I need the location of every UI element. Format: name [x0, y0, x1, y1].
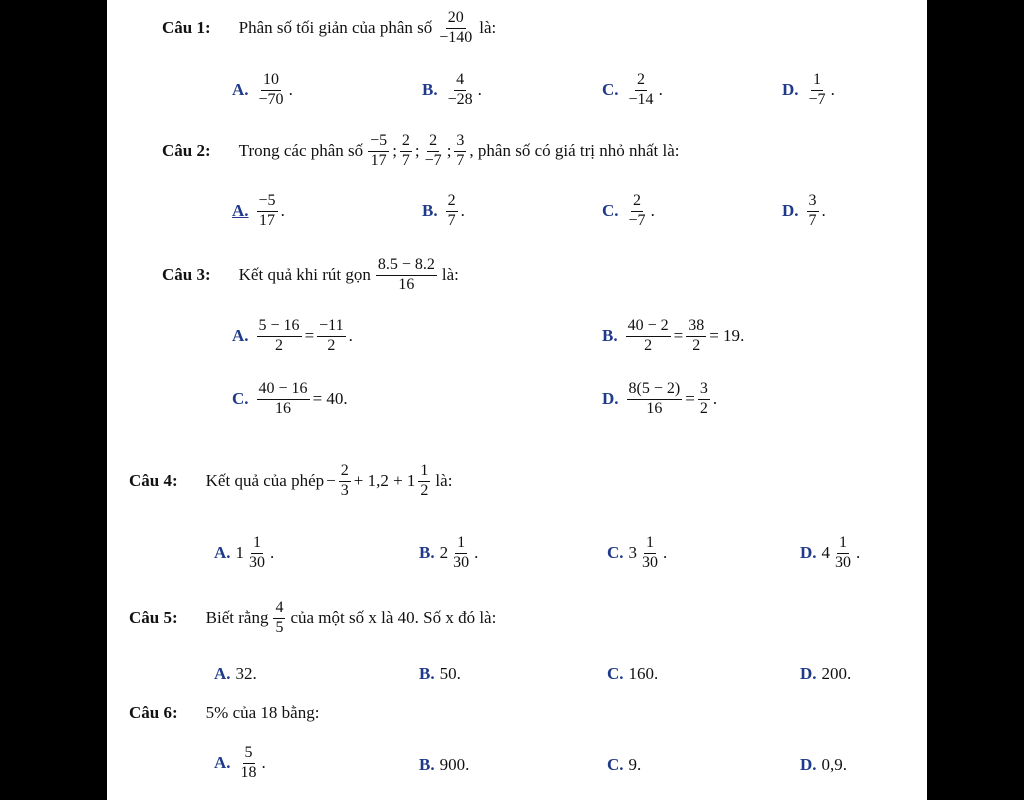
option-b[interactable]: B. $\frac{4}{-28}$ .	[422, 71, 482, 108]
question-text: Trong các phân số	[238, 141, 364, 161]
question-text: Phân số tối giản của phân số	[238, 18, 433, 38]
question-text-after: là:	[441, 265, 459, 285]
option-c[interactable]: C. $\frac{2}{-14}$ .	[602, 71, 663, 108]
option-d[interactable]: D. $\frac{8(5 - 2)}{16}$ = $\frac{3}{2}$ .	[602, 380, 718, 417]
question-text: Biết rằng	[205, 608, 269, 628]
option-b[interactable]: B. 2 $\frac{1}{30}$ .	[419, 534, 479, 571]
question-6	[129, 703, 321, 723]
fraction: $\frac{2}{-7}$	[424, 132, 442, 169]
option-d[interactable]: D. $\frac{3}{7}$ .	[782, 192, 826, 229]
option-d[interactable]: D. 200.	[800, 664, 852, 683]
option-c[interactable]: C. $\frac{2}{-7}$ .	[602, 192, 655, 229]
worksheet-page	[107, 0, 927, 800]
question-label: Câu 2:	[162, 141, 211, 161]
question-text-after: là:	[435, 471, 453, 491]
option-c[interactable]: C. 3 $\frac{1}{30}$ .	[607, 534, 668, 571]
question-1	[162, 10, 498, 47]
question-label: Câu 5:	[129, 608, 178, 628]
option-d[interactable]: D. 4 $\frac{1}{30}$ .	[800, 534, 861, 571]
question-text-after: của một số x là 40. Số x đó là:	[290, 608, 497, 628]
option-a[interactable]: A. 32.	[214, 664, 257, 683]
question-label: Câu 1:	[162, 18, 211, 38]
option-a[interactable]: A. $\frac{10}{-70}$ .	[232, 71, 293, 108]
fraction: $\frac{8.5 - 8.2}{16}$	[377, 256, 435, 293]
fraction: $\frac{3}{7}$	[456, 132, 465, 169]
option-a[interactable]: A. $\frac{-5}{17}$ .	[232, 192, 285, 229]
option-d[interactable]: D. $\frac{1}{-7}$ .	[782, 71, 835, 108]
fraction: $\frac{1}{2}$	[420, 462, 429, 499]
option-a[interactable]: A. $\frac{5}{18}$ .	[214, 744, 266, 781]
fraction: $\frac{4}{5}$	[275, 599, 284, 636]
question-text-after: , phân số có giá trị nhỏ nhất là:	[469, 141, 680, 161]
fraction: $\frac{2}{3}$	[340, 462, 349, 499]
option-c[interactable]: C. $\frac{40 - 16}{16}$ = 40 .	[232, 380, 348, 417]
option-b[interactable]: B. 900.	[419, 755, 470, 774]
option-a[interactable]: A. 1 $\frac{1}{30}$ .	[214, 534, 275, 571]
question-4: Câu 4: Kết quả của phép − $\frac{2}{3}$ + 1,2 + 1 $\frac{1}{2}$ là:	[129, 462, 453, 499]
question-5	[129, 600, 498, 637]
question-text: Kết quả của phép	[205, 471, 325, 491]
question-label: Câu 3:	[162, 265, 211, 285]
fraction: $\frac{20}{-140}$	[439, 9, 473, 46]
question-label: Câu 6:	[129, 703, 178, 722]
question-text-after: là:	[479, 18, 497, 38]
question-3	[162, 257, 461, 294]
question-label: Câu 4:	[129, 471, 178, 491]
option-b[interactable]: B. 50.	[419, 664, 461, 683]
fraction: $\frac{2}{7}$	[401, 132, 410, 169]
option-d[interactable]: D. 0,9.	[800, 755, 848, 774]
option-c[interactable]: C. 160.	[607, 664, 659, 683]
option-a[interactable]: A. $\frac{5 - 16}{2}$ = $\frac{-11}{2}$ .	[232, 317, 353, 354]
question-text: Kết quả khi rút gọn	[238, 265, 371, 285]
question-text: 5% của 18 bằng:	[205, 703, 320, 722]
option-b[interactable]: B. $\frac{40 - 2}{2}$ = $\frac{38}{2}$ = 19 .	[602, 317, 745, 354]
option-b[interactable]: B. $\frac{2}{7}$ .	[422, 192, 465, 229]
fraction: $\frac{-5}{17}$	[370, 132, 388, 169]
option-c[interactable]: C. 9.	[607, 755, 642, 774]
question-2: Câu 2: Trong các phân số $\frac{-5}{17}$ ; $\frac{2}{7}$ ; $\frac{2}{-7}$ ; $\frac{3}{7}$ , phân số có giá trị nhỏ nhất là:	[162, 132, 680, 169]
